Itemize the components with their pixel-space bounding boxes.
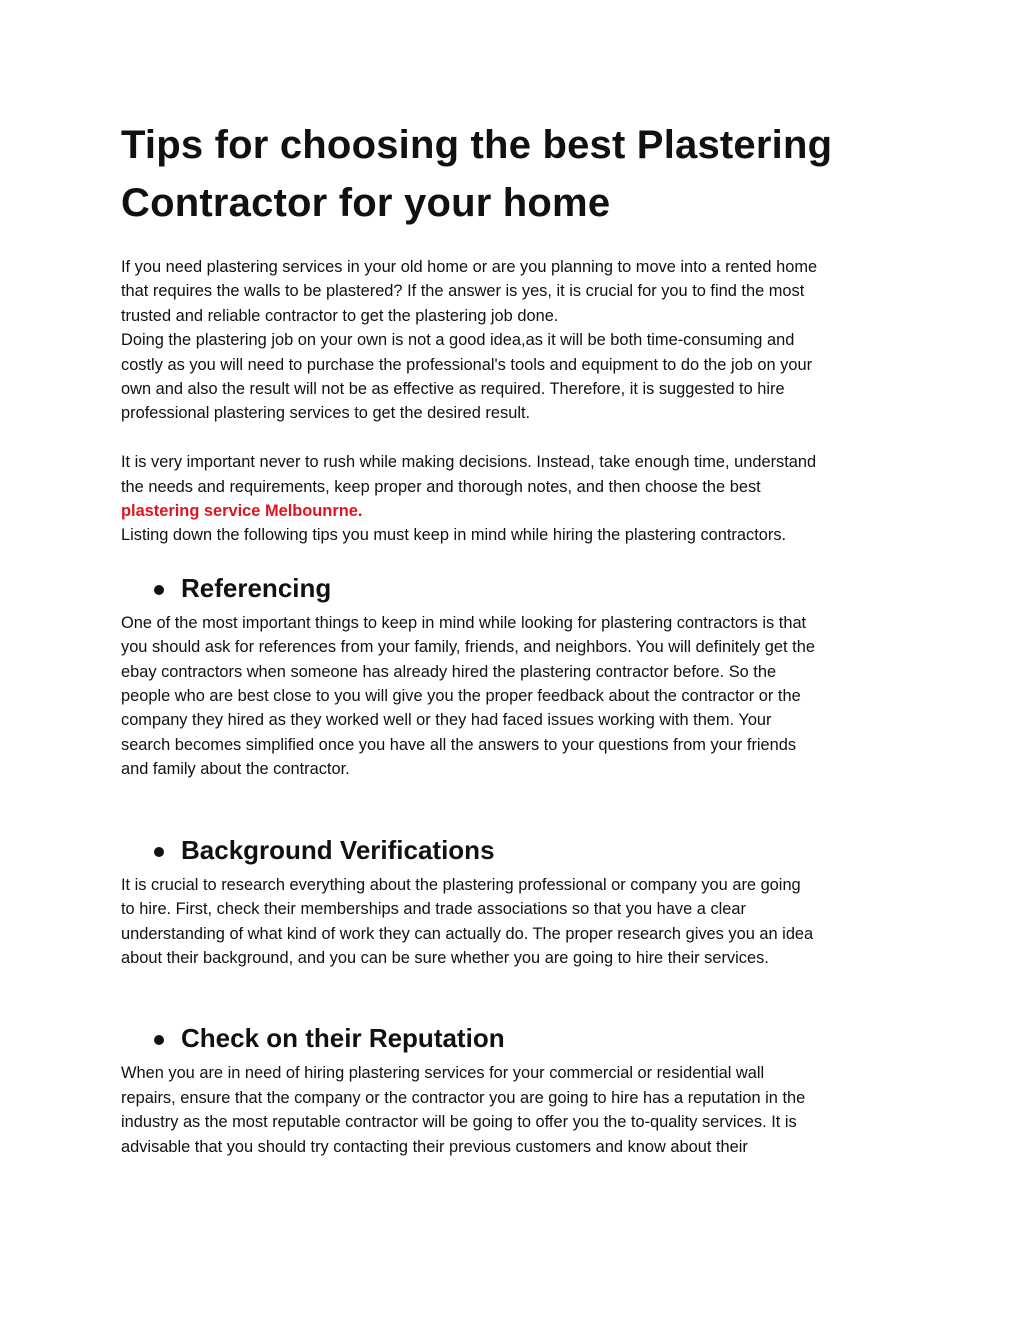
intro-paragraph: [121, 255, 911, 426]
title-line: Tips for choosing the best Plastering: [121, 123, 833, 167]
text-line: own and also the result will not be as effective as required. Therefore, it is suggested to hire: [121, 380, 785, 399]
text-line: costly as you will need to purchase the professional's tools and equipment to do the job on your: [121, 355, 813, 374]
section-heading-referencing: [121, 572, 911, 604]
text-line: advisable that you should try contacting their previous customers and know about their: [121, 1137, 748, 1156]
text-line: One of the most important things to keep in mind while looking for plastering contractors is that: [121, 613, 807, 632]
text-line: It is crucial to research everything about the plastering professional or company you are going: [121, 875, 801, 894]
section-heading-background-verifications: [121, 834, 911, 866]
text-line: trusted and reliable contractor to get the plastering job done.: [121, 306, 559, 325]
text-line: and family about the contractor.: [121, 760, 350, 779]
section-heading-label: Referencing: [181, 572, 332, 603]
title-line: Contractor for your home: [121, 181, 611, 225]
text-line: company they hired as they worked well or they had faced issues working with them. Your: [121, 711, 772, 730]
text-line: professional plastering services to get the desired result.: [121, 404, 531, 423]
text-line: repairs, ensure that the company or the contractor you are going to hire has a reputation in the: [121, 1088, 806, 1107]
text-line: you should ask for references from your family, friends, and neighbors. You will definitely get the: [121, 638, 815, 657]
text-line: the needs and requirements, keep proper and thorough notes, and then choose the best: [121, 477, 761, 496]
bullet-icon: [154, 847, 164, 857]
section-heading-check-reputation: [121, 1022, 911, 1054]
text-line: It is very important never to rush while making decisions. Instead, take enough time, understand: [121, 453, 817, 472]
text-line: that requires the walls to be plastered? If the answer is yes, it is crucial for you to find the most: [121, 282, 805, 301]
text-line: to hire. First, check their memberships and trade associations so that you have a clear: [121, 900, 746, 919]
text-line: ebay contractors when someone has already hired the plastering contractor before. So the: [121, 662, 777, 681]
section-heading-label: Check on their Reputation: [181, 1023, 505, 1054]
section-heading-label: Background Verifications: [181, 834, 495, 865]
text-line: industry as the most reputable contractor will be going to offer you the to-quality services. It is: [121, 1113, 797, 1132]
text-line: search becomes simplified once you have all the answers to your questions from your friends: [121, 735, 797, 754]
bullet-icon: [154, 585, 164, 595]
text-line: Listing down the following tips you must keep in mind while hiring the plastering contractors.: [121, 526, 787, 545]
plastering-service-link[interactable]: plastering service Melbounrne.: [121, 502, 363, 521]
bullet-icon: [154, 1035, 164, 1045]
text-line: Doing the plastering job on your own is not a good idea,as it will be both time-consuming and: [121, 331, 795, 350]
section-paragraph: [121, 873, 911, 971]
text-line: about their background, and you can be sure whether you are going to hire their services.: [121, 948, 769, 967]
section-paragraph: [121, 611, 911, 782]
document-page: [121, 116, 911, 1159]
page-title: [121, 116, 911, 232]
text-line: When you are in need of hiring plastering services for your commercial or residential wall: [121, 1064, 765, 1083]
section-paragraph: [121, 1061, 911, 1159]
text-line: understanding of what kind of work they can actually do. The proper research gives you an idea: [121, 924, 814, 943]
text-line: If you need plastering services in your old home or are you planning to move into a rented home: [121, 258, 818, 276]
decision-paragraph: [121, 450, 911, 548]
text-line: people who are best close to you will give you the proper feedback about the contractor or the: [121, 687, 801, 706]
